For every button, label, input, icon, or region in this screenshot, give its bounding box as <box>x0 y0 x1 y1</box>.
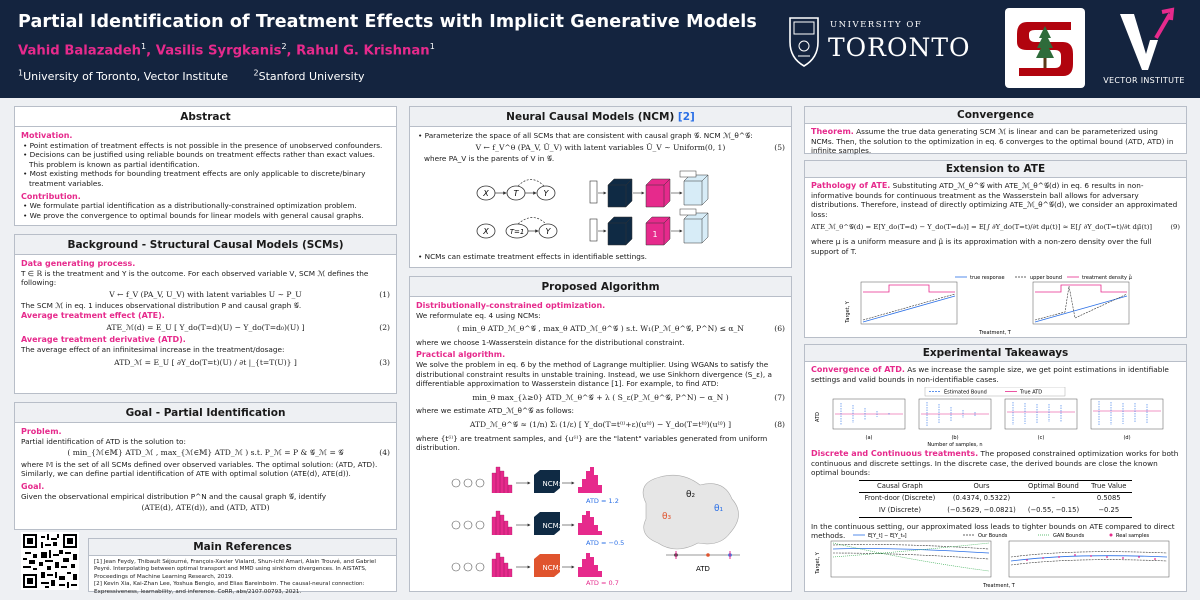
table-cell: −0.25 <box>1085 505 1132 517</box>
equation-4: ( min_{ℳ∈𝕄} ATD_ℳ , max_{ℳ∈𝕄} ATD_ℳ ) s.t. P_ℳ = P & 𝒢_ℳ = 𝒢 (4) <box>67 448 390 458</box>
svg-text:X: X <box>483 227 489 236</box>
affiliation: $^1$University of Toronto, Vector Institute <box>18 68 229 83</box>
bounds-table <box>859 480 1133 518</box>
vector-logo <box>1098 4 1190 94</box>
svg-text:(a): (a) <box>865 435 873 441</box>
legend-label: E[Y_t] − E[Y_t₀] <box>868 533 907 539</box>
ate-xlabel: Treatment, T <box>979 330 1011 336</box>
ncm-row-2 <box>452 511 624 547</box>
continuous-bounds-figure <box>813 531 1181 589</box>
after-eq6-text: where we choose 1-Wasserstein distance for the distributional constraint. <box>416 337 685 347</box>
ncm2-label: NCM₂ <box>542 522 562 530</box>
continuous-subplot-left <box>831 541 991 577</box>
ncm-title: Neural Causal Models (NCM) [2] <box>410 107 791 127</box>
equation-9: ATE_ℳ_θ^𝒢(d) = E[Y_do(T=d) − Y_do(T=d₀)] = E[∫ ∂Y_do(T=t)/∂t dμ(t)] ≈ E[∫ ∂Y_do(T=t)/∂t dμ̃(t)] (9) <box>811 223 1180 232</box>
ate-heading: Average treatment effect (ATE). <box>21 310 165 320</box>
table-cell: (0.4374, 0.5322) <box>952 494 1011 503</box>
legend-label: Real samples <box>1116 533 1150 539</box>
vector-label: VECTOR INSTITUTE <box>1103 76 1185 85</box>
table-row <box>859 505 1133 517</box>
table-cell: IV (Discrete) <box>859 505 942 517</box>
ncm-row-3 <box>452 553 619 587</box>
parameter-space <box>643 475 740 573</box>
theorem-text: Theorem. Assume the true data generating SCM ℳ is linear and can be parameterized using NCMs. Then, the solution to the optimization in eq. 6 converges to the optimal bound (ATD, ATD) in infinite samples. <box>811 127 1174 156</box>
motivation-heading: Motivation. <box>21 131 73 140</box>
equation-8: ATD_ℳ_θ^𝒢 ≈ (1/n) Σᵢ (1/ε) [ Y_do(T=t⁽ⁱ⁾+ε)(u⁽ⁱ⁾) − Y_do(T=t⁽ⁱ⁾)(u⁽ⁱ⁾) ] (8) <box>469 419 785 429</box>
continuous-legend <box>853 533 1150 539</box>
affiliation: $^2$Stanford University <box>253 68 365 83</box>
atd-text: The average effect of an infinitesimal increase in the treatment/dosage: <box>21 344 285 354</box>
table-cell: (−0.55, −0.15) <box>1022 505 1085 517</box>
theta2-label: θ₂ <box>686 490 696 500</box>
table-header: True Value <box>1085 480 1132 493</box>
dgp-text: T ∈ ℝ is the treatment and Y is the outcome. For each observed variable V, SCM ℳ defines the following: <box>21 268 369 288</box>
legend-label: treatment density μ̃ <box>1082 275 1132 281</box>
goal-panel <box>14 402 397 530</box>
takeaways-panel <box>804 344 1187 592</box>
goal-title: Goal - Partial Identification <box>15 403 396 423</box>
svg-text:T=1: T=1 <box>509 228 525 236</box>
goal-heading: Goal. <box>21 481 45 491</box>
problem-text: Partial identification of ATD is the solution to: <box>21 436 186 446</box>
list-item: • We prove the convergence to optimal bounds for linear models with general causal graphs. <box>23 210 364 220</box>
list-item: • Decisions can be justified using reliable bounds on treatment effects rather than exact values. This problem is known as partial identification. <box>23 150 375 169</box>
discrete-text: Discrete and Continuous treatments. The proposed constrained optimization works for both continuous and discrete settings. In the discrete case, the derived bounds are close the known optimal bounds: <box>811 449 1179 478</box>
equation-3: ATD_ℳ = E_U [ ∂Y_do(T=t)(U) / ∂t |_{t=T(U)} ] (3) <box>114 358 390 368</box>
atd-subplot-b <box>919 399 991 441</box>
algorithm-title: Proposed Algorithm <box>410 277 791 297</box>
abstract-panel <box>14 106 397 226</box>
atd2-label: ATD = −0.5 <box>586 539 625 547</box>
atd-heading: Average treatment derivative (ATD). <box>21 335 186 345</box>
equation-1: V ← f_V (PA_V, U_V) with latent variables U ∼ P_U (1) <box>109 289 390 299</box>
dgp-heading: Data generating process. <box>21 259 136 268</box>
dco-text: We reformulate eq. 4 using NCMs: <box>416 310 541 320</box>
table-cell: – <box>1051 494 1056 503</box>
atd-subplot-c <box>1005 399 1077 441</box>
pathology-text: Pathology of ATE. Substituting ATD_ℳ_θ^𝒢 with ATE_ℳ_θ^𝒢(d) in eq. 6 results in non-informative bounds for continuous treatment as the Wasserstein ball allows for adversary distributions. Therefore, instead of directly optimizing ATE_ℳ_θ^𝒢(d), we consider an approximated loss: <box>811 181 1178 219</box>
takeaways-title: Experimental Takeaways <box>805 345 1186 362</box>
vector-v-icon <box>1098 4 1190 76</box>
stanford-s-icon <box>1005 8 1085 88</box>
references-title: Main References <box>89 539 396 556</box>
estimate-text: where we estimate ATD_ℳ_θ^𝒢 as follows: <box>416 406 575 416</box>
reference-item: [2] Kevin Xia, Kai-Zhan Lee, Yoshua Bengio, and Elias Bareinboim. The causal-neural connection: Expressiveness, learnability, and inference. CoRR, abs/2107.00793, 2021. <box>94 581 365 595</box>
ncm-diagram <box>418 169 786 251</box>
ncm3-label: NCM₃ <box>542 564 562 572</box>
ncm-text-2: where PA_V is the parents of V in 𝒢. <box>424 154 555 164</box>
convergence-title: Convergence <box>805 107 1186 124</box>
abstract-title: Abstract <box>15 107 396 127</box>
ncm-panel <box>409 106 792 268</box>
algorithm-panel <box>409 276 792 592</box>
ate-pathology-figure <box>845 272 1175 336</box>
extension-title: Extension to ATE <box>805 161 1186 178</box>
legend-label: Our Bounds <box>978 533 1008 539</box>
legend-label: true response <box>970 275 1005 281</box>
ncm-row-1 <box>452 467 619 505</box>
list-item: • We formulate partial identification as a distributionally-constrained optimization problem. <box>23 201 357 211</box>
atd3-label: ATD = 0.7 <box>586 579 619 587</box>
ate-subplot-right <box>1033 282 1129 324</box>
reference-item: [1] Jean Feydy, Thibault Séjourné, François-Xavier Vialard, Shun-ichi Amari, Alain Trouvé, and Gabriel Peyré. Interpolating between optimal transport and MMD using sinkhorn divergences. In AISTATS, Proceedings of Machine Learning Research, 2019. <box>94 559 376 580</box>
atd-legend <box>925 387 1065 396</box>
background-title: Background - Structural Causal Models (SCMs) <box>15 235 396 255</box>
svg-text:(d): (d) <box>1123 435 1131 441</box>
equation-5: V ← f_V^θ (PA_V, Û_V) with latent variables Û_V ∼ Uniform(0, 1) (5) <box>475 142 785 152</box>
continuous-text: In the continuous setting, our approximated loss leads to tighter bounds on ATE compared to direct methods. <box>811 521 1175 541</box>
scm-text: The SCM ℳ in eq. 1 induces observational distribution P and causal graph 𝒢. <box>21 301 302 311</box>
table-header: Causal Graph <box>859 480 942 493</box>
list-item: • Point estimation of treatment effects is not possible in the presence of unobserved confounders. <box>23 140 383 150</box>
ncm-cubes-bottom <box>590 209 708 245</box>
continuous-subplot-right <box>1009 541 1169 577</box>
equation-6: ( min_θ ATD_ℳ_θ^𝒢 , max_θ ATD_ℳ_θ^𝒢 ) s.t. W₁(P_ℳ_θ^𝒢, P^N) ≤ α_N (6) <box>457 324 785 334</box>
table-cell: Front-door (Discrete) <box>864 494 936 503</box>
atd-convergence-figure <box>815 387 1179 447</box>
legend-label: Estimated Bound <box>944 389 987 396</box>
legend-label: GAN Bounds <box>1053 533 1085 539</box>
uoft-logo <box>786 8 996 88</box>
graph-top <box>477 180 555 201</box>
author-name: Vahid Balazadeh <box>18 43 142 59</box>
svg-text:(b): (b) <box>951 435 959 441</box>
list-item: • Most existing methods for bounding treatment effects are only applicable to discrete/binary treatment variables. <box>23 169 366 188</box>
node-t: T <box>513 189 519 198</box>
equation-2: ATE_ℳ(d) = E_U [ Y_do(T=d)(U) − Y_do(T=d₀)(U) ] (2) <box>106 322 390 332</box>
goal-text: Given the observational empirical distribution P^N and the causal graph 𝒢, identify <box>21 491 327 501</box>
uoft-line2: TORONTO <box>828 33 971 62</box>
node-y: Y <box>543 189 549 198</box>
contribution-heading: Contribution. <box>21 191 81 201</box>
qr-code-icon <box>21 532 79 590</box>
continuous-xlabel: Treatment, T <box>983 583 1015 589</box>
continuous-ylabel: Target, Y <box>815 552 821 574</box>
atd-xlabel: Number of samples, n <box>927 442 983 447</box>
poster-title: Partial Identification of Treatment Effects with Implicit Generative Models <box>18 12 757 32</box>
intervention-label: 1 <box>652 230 658 239</box>
extension-panel <box>804 160 1187 338</box>
svg-text:Y: Y <box>545 227 551 236</box>
node-x: X <box>483 189 489 198</box>
qr-code[interactable] <box>21 532 79 590</box>
ate-ylabel: Target, Y <box>845 301 851 323</box>
practical-text: We solve the problem in eq. 6 by the method of Lagrange multiplier. Using WGANs to satisfy the distributional constraint results in unstable training. Instead, we use Sinkhorn divergence (S_ε), a differentiable approximation to Wasserstein distance [1]. For example, to find ATD: <box>416 359 772 389</box>
ate-legend <box>955 275 1133 281</box>
poster-header <box>0 0 1200 98</box>
table-header: Optimal Bound <box>1022 480 1085 493</box>
author-list: Vahid Balazadeh$^1$, Vasilis Syrgkanis$^2$, Rahul G. Krishnan$^1$ <box>18 42 435 59</box>
practical-heading: Practical algorithm. <box>416 350 506 360</box>
ncm1-label: NCM₁ <box>542 480 562 488</box>
svg-text:(c): (c) <box>1037 435 1045 441</box>
problem-heading: Problem. <box>21 427 62 436</box>
legend-label: True ATD <box>1020 389 1043 396</box>
atd1-label: ATD = 1.2 <box>586 497 619 505</box>
ncm-text-3: • NCMs can estimate treatment effects in identifiable settings. <box>418 252 647 261</box>
algorithm-figure <box>450 463 760 587</box>
legend-label: upper bound <box>1030 275 1062 281</box>
ate-subplot-left <box>861 282 957 324</box>
atd-axis-label: ATD <box>696 565 710 573</box>
goal-equation: (ATE(d), ATE(d)), and (ATD, ATD) <box>141 503 270 513</box>
dco-heading: Distributionally-constrained optimization. <box>416 301 606 310</box>
theta1-label: θ₁ <box>714 504 724 514</box>
affiliation-list <box>18 68 387 83</box>
table-header-row <box>859 480 1133 493</box>
graph-bottom <box>477 218 557 239</box>
after-eq9-text: where μ is a uniform measure and μ̃ is its approximation with a non-zero density over the full support of T. <box>811 236 1152 256</box>
references-panel <box>88 538 397 595</box>
author-name: Vasilis Syrgkanis <box>155 43 282 59</box>
atd-subplot-a <box>833 399 905 441</box>
table-cell: 0.5085 <box>1096 494 1121 503</box>
author-name: Rahul G. Krishnan <box>296 43 430 59</box>
atd-ylabel: ATD <box>815 412 821 422</box>
stanford-logo <box>1005 8 1085 88</box>
after-eq8-text: where {t⁽ⁱ⁾} are treatment samples, and {u⁽ⁱ⁾} are the "latent" variables generated from uniform distribution. <box>416 433 768 453</box>
atd-subplot-d <box>1091 399 1163 441</box>
after-eq4-text: where 𝕄 is the set of all SCMs defined over observed variables. The optimal solution: (ATD, ATD). Similarly, we can define partial identification of ATE with optimal solution (ATE(d), ATE(d)). <box>21 459 378 479</box>
convergence-panel <box>804 106 1187 154</box>
equation-7: min_θ max_{λ≥0} ATD_ℳ_θ^𝒢 + λ ( S_ε(P_ℳ_θ^𝒢, P^N) − α_N ) (7) <box>472 392 785 402</box>
atd-convergence-text: Convergence of ATD. As we increase the sample size, we get point estimations in identifiable settings and valid bounds in non-identifiable cases. <box>811 365 1169 384</box>
background-panel <box>14 234 397 394</box>
uoft-crest-icon <box>786 12 822 70</box>
table-row <box>859 493 1133 505</box>
table-cell: (−0.5629, −0.0821) <box>941 505 1022 517</box>
theta3-label: θ₃ <box>662 512 672 522</box>
uoft-line1: UNIVERSITY OF <box>830 20 923 30</box>
table-header: Ours <box>941 480 1022 493</box>
ncm-cubes-top <box>590 171 708 207</box>
ncm-text-1: • Parameterize the space of all SCMs that are consistent with causal graph 𝒢. NCM ℳ_θ^𝒢: <box>418 131 753 140</box>
